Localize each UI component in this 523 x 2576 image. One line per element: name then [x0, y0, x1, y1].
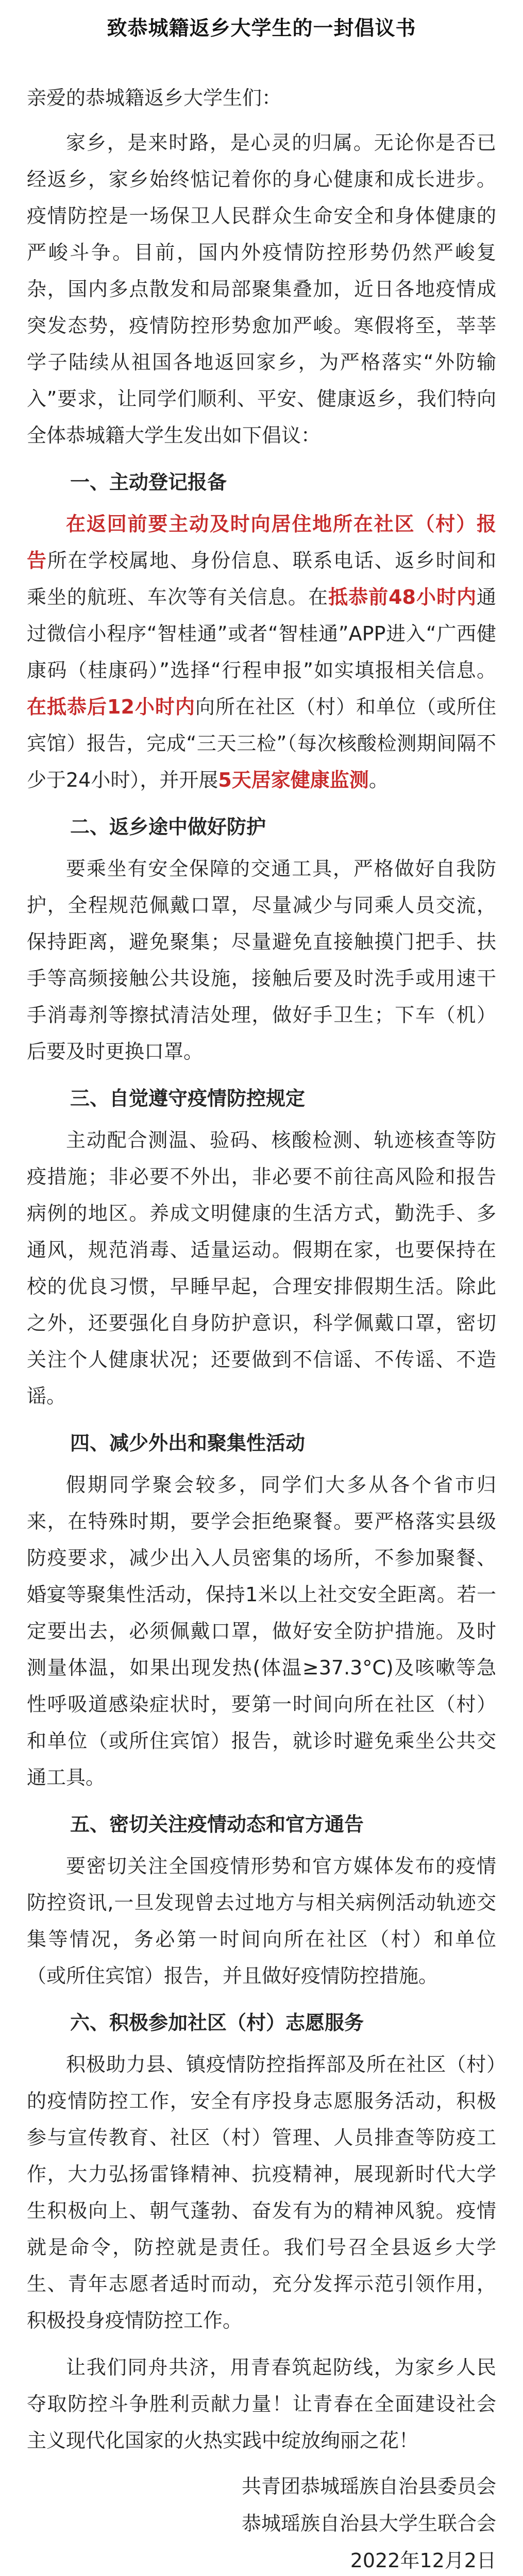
section-3-body: 主动配合测温、验码、核酸检测、轨迹核查等防疫措施；非必要不外出，非必要不前往高风险和报告病例的地区。养成文明健康的生活方式，勤洗手、多通风，规范消毒、适量运动。假期在家，也要保持在校的优良习惯，早睡早起，合理安排假期生活。除此之外，还要强化自身防护意识，科学佩戴口罩，密切关注个人健康状况；还要做到不信谣、不传谣、不造谣。	[27, 1129, 496, 1408]
section-1-highlight-1: 在返回前要主动及时向居住地所在社区（村）报告	[27, 513, 496, 572]
section-1-text-3: 向所在社区（村）和单位（或所住宾馆）报告，完成“三天三检”（每次核酸检测期间隔不少于24小时），并开展	[27, 696, 496, 791]
section-1-text-1: 所在学校属地、身份信息、联系电话、返乡时间和乘坐的航班、车次等有关信息。在	[27, 549, 496, 608]
section-1-highlight-3: 在抵恭后12小时内	[27, 696, 195, 718]
page-title: 致恭城籍返乡大学生的一封倡议书	[107, 17, 416, 40]
section-5-body: 要密切关注全国疫情形势和官方媒体发布的疫情防控资讯,一旦发现曾去过地方与相关病例活动轨迹交集等情况，务必第一时间向所在社区（村）和单位（或所住宾馆）报告，并且做好疫情防控措施。	[27, 1855, 496, 1987]
section-4-body: 假期同学聚会较多，同学们大多从各个省市归来，在特殊时期，要学会拒绝聚餐。要严格落实县级防疫要求，减少出入人员密集的场所，不参加聚餐、婚宴等聚集性活动，保持1米以上社交安全距离。若一定要出去，必须佩戴口罩，做好安全防护措施。及时测量体温，如果出现发热(体温≥37.3°C)及咳嗽等急性呼吸道感染症状时，要第一时间向所在社区（村）和单位（或所住宾馆）报告，就诊时避免乘坐公共交通工具。	[27, 1473, 496, 1789]
signature-org-2: 恭城瑶族自治县大学生联合会	[241, 2512, 496, 2535]
section-4-heading: 四、减少外出和聚集性活动	[70, 1432, 306, 1454]
section-3-heading: 三、自觉遵守疫情防控规定	[70, 1087, 306, 1110]
section-1-highlight-4: 5天居家健康监测	[218, 769, 369, 791]
signature-date: 2022年12月2日	[350, 2549, 496, 2572]
section-1-highlight-2: 抵恭前48小时内	[328, 586, 477, 608]
signature-org-1: 共青团恭城瑶族自治县委员会	[241, 2475, 496, 2498]
section-1-body	[27, 506, 496, 799]
section-5-heading: 五、密切关注疫情动态和官方通告	[70, 1813, 364, 1836]
intro-paragraph: 家乡，是来时路，是心灵的归属。无论你是否已经返乡，家乡始终惦记着你的身心健康和成长进步。疫情防控是一场保卫人民群众生命安全和身体健康的严峻斗争。目前，国内外疫情防控形势仍然严峻复杂，国内多点散发和局部聚集叠加，近日各地疫情成突发态势，疫情防控形势愈加严峻。寒假将至，莘莘学子陆续从祖国各地返回家乡，为严格落实“外防输入”要求，让同学们顺利、平安、健康返乡，我们特向全体恭城籍大学生发出如下倡议：	[27, 131, 496, 447]
section-1-text-2: 通过微信小程序“智桂通”或者“智桂通”APP进入“广西健康码（桂康码）”选择“行程申报”如实填报相关信息。	[27, 586, 496, 682]
closing-paragraph: 让我们同舟共济，用青春筑起防线，为家乡人民夺取防控斗争胜利贡献力量！让青春在全面建设社会主义现代化国家的火热实践中绽放绚丽之花！	[27, 2356, 496, 2452]
section-6-body: 积极助力县、镇疫情防控指挥部及所在社区（村）的疫情防控工作，安全有序投身志愿服务活动，积极参与宣传教育、社区（村）管理、人员排查等防疫工作，大力弘扬雷锋精神、抗疫精神，展现新时代大学生积极向上、朝气蓬勃、奋发有为的精神风貌。疫情就是命令，防控就是责任。我们号召全县返乡大学生、青年志愿者适时而动，充分发挥示范引领作用，积极投身疫情防控工作。	[27, 2053, 496, 2332]
greeting: 亲爱的恭城籍返乡大学生们：	[27, 87, 282, 109]
section-1-text-4: 。	[368, 769, 389, 791]
section-6-heading: 六、积极参加社区（村）志愿服务	[70, 2011, 364, 2034]
section-1-heading: 一、主动登记报备	[70, 471, 227, 494]
signature-block	[27, 2469, 496, 2576]
section-2-body: 要乘坐有安全保障的交通工具，严格做好自我防护，全程规范佩戴口罩，尽量减少与同乘人员交流，保持距离，避免聚集；尽量避免直接触摸门把手、扶手等高频接触公共设施，接触后要及时洗手或用速干手消毒剂等擦拭清洁处理，做好手卫生；下车（机）后要及时更换口罩。	[27, 857, 496, 1063]
section-2-heading: 二、返乡途中做好防护	[70, 816, 266, 838]
